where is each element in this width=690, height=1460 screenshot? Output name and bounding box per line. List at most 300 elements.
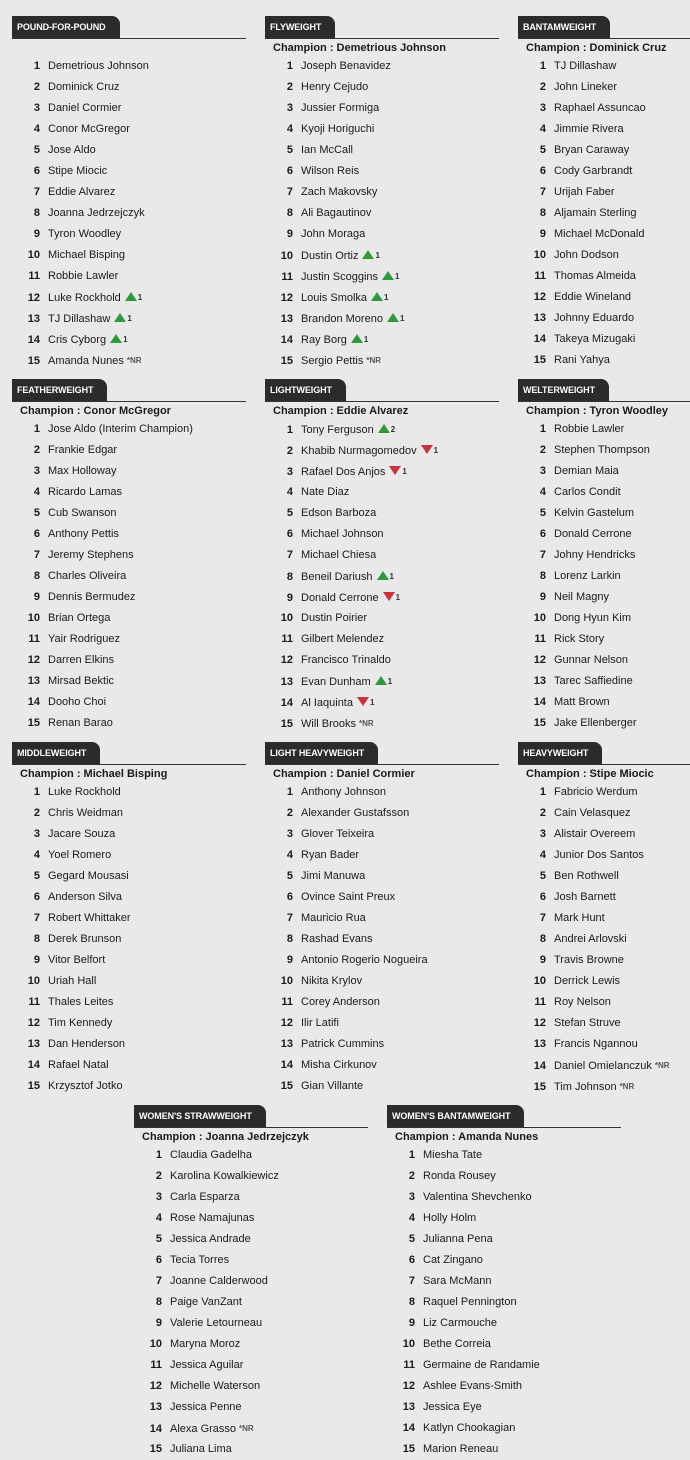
ranking-row[interactable] (518, 1055, 690, 1076)
fighter-name[interactable]: Neil Magny (554, 591, 610, 603)
fighter-name[interactable]: Gian Villante (301, 1080, 364, 1092)
fighter-name[interactable]: Jessica Eye (423, 1401, 482, 1413)
ranking-row[interactable] (265, 287, 499, 308)
ranking-row[interactable] (518, 713, 690, 734)
fighter-name[interactable]: Dan Henderson (48, 1038, 126, 1050)
fighter-name[interactable]: Evan Dunham (301, 676, 371, 688)
ranking-row[interactable] (12, 266, 246, 287)
fighter-name[interactable]: Joseph Benavidez (301, 60, 391, 72)
fighter-name[interactable]: Patrick Cummins (301, 1038, 385, 1050)
ranking-row[interactable] (12, 287, 246, 308)
ranking-row[interactable] (12, 908, 246, 929)
ranking-row[interactable] (518, 1034, 690, 1055)
ranking-row[interactable] (12, 350, 246, 371)
fighter-name[interactable]: Darren Elkins (48, 654, 115, 666)
fighter-name[interactable]: Robbie Lawler (48, 270, 119, 282)
ranking-row[interactable] (265, 119, 499, 140)
ranking-row[interactable] (265, 587, 499, 608)
fighter-name[interactable]: Rose Namajunas (170, 1212, 255, 1224)
fighter-name[interactable]: Michael McDonald (554, 228, 645, 240)
ranking-row[interactable] (387, 1250, 621, 1271)
fighter-name[interactable]: Stipe Miocic (48, 165, 108, 177)
ranking-row[interactable] (518, 824, 690, 845)
fighter-name[interactable]: Andrei Arlovski (554, 933, 627, 945)
fighter-name[interactable]: Cat Zingano (423, 1254, 483, 1266)
ranking-row[interactable] (387, 1313, 621, 1334)
ranking-row[interactable] (518, 503, 690, 524)
fighter-name[interactable]: Ray Borg (301, 334, 347, 346)
ranking-row[interactable] (12, 440, 246, 461)
ranking-row[interactable] (265, 56, 499, 77)
ranking-row[interactable] (518, 887, 690, 908)
ranking-row[interactable] (265, 971, 499, 992)
ranking-row[interactable] (12, 419, 246, 440)
fighter-name[interactable]: Max Holloway (48, 465, 117, 477)
ranking-row[interactable] (12, 77, 246, 98)
ranking-row[interactable] (265, 650, 499, 671)
ranking-row[interactable] (518, 782, 690, 803)
fighter-name[interactable]: Marion Reneau (423, 1443, 499, 1455)
fighter-name[interactable]: Ronda Rousey (423, 1170, 496, 1182)
fighter-name[interactable]: Jessica Aguilar (170, 1359, 244, 1371)
ranking-row[interactable] (518, 329, 690, 350)
fighter-name[interactable]: Krzysztof Jotko (48, 1080, 123, 1092)
ranking-row[interactable] (12, 245, 246, 266)
fighter-name[interactable]: Tony Ferguson (301, 424, 374, 436)
fighter-name[interactable]: Karolina Kowalkiewicz (170, 1170, 279, 1182)
ranking-row[interactable] (518, 161, 690, 182)
ranking-row[interactable] (518, 308, 690, 329)
fighter-name[interactable]: Cub Swanson (48, 507, 117, 519)
fighter-name[interactable]: Rashad Evans (301, 933, 373, 945)
fighter-name[interactable]: Eddie Wineland (554, 291, 632, 303)
ranking-row[interactable] (518, 461, 690, 482)
ranking-row[interactable] (518, 1013, 690, 1034)
ranking-row[interactable] (12, 629, 246, 650)
fighter-name[interactable]: Donald Cerrone (301, 592, 379, 604)
fighter-name[interactable]: Nate Diaz (301, 486, 350, 498)
ranking-row[interactable] (265, 461, 499, 482)
ranking-row[interactable] (134, 1376, 368, 1397)
fighter-name[interactable]: Alexander Gustafsson (301, 807, 410, 819)
fighter-name[interactable]: Conor McGregor (48, 123, 130, 135)
ranking-row[interactable] (12, 203, 246, 224)
ranking-row[interactable] (134, 1334, 368, 1355)
ranking-row[interactable] (265, 1055, 499, 1076)
ranking-row[interactable] (265, 992, 499, 1013)
ranking-row[interactable] (134, 1166, 368, 1187)
fighter-name[interactable]: Chris Weidman (48, 807, 123, 819)
ranking-row[interactable] (518, 650, 690, 671)
fighter-name[interactable]: Rafael Dos Anjos (301, 466, 386, 478)
fighter-name[interactable]: Gunnar Nelson (554, 654, 628, 666)
fighter-name[interactable]: Jimi Manuwa (301, 870, 366, 882)
ranking-row[interactable] (265, 803, 499, 824)
fighter-name[interactable]: Donald Cerrone (554, 528, 632, 540)
ranking-row[interactable] (12, 329, 246, 350)
ranking-row[interactable] (12, 887, 246, 908)
fighter-name[interactable]: Lorenz Larkin (554, 570, 621, 582)
ranking-row[interactable] (265, 224, 499, 245)
ranking-row[interactable] (265, 1013, 499, 1034)
ranking-row[interactable] (12, 524, 246, 545)
ranking-row[interactable] (134, 1292, 368, 1313)
fighter-name[interactable]: Germaine de Randamie (423, 1359, 540, 1371)
ranking-row[interactable] (12, 929, 246, 950)
ranking-row[interactable] (12, 161, 246, 182)
ranking-row[interactable] (518, 266, 690, 287)
ranking-row[interactable] (265, 524, 499, 545)
fighter-name[interactable]: Charles Oliveira (48, 570, 127, 582)
ranking-row[interactable] (387, 1355, 621, 1376)
fighter-name[interactable]: Kyoji Horiguchi (301, 123, 375, 135)
ranking-row[interactable] (387, 1166, 621, 1187)
fighter-name[interactable]: Gilbert Melendez (301, 633, 385, 645)
ranking-row[interactable] (265, 566, 499, 587)
division-tab[interactable]: BANTAMWEIGHT (518, 16, 610, 38)
ranking-row[interactable] (518, 545, 690, 566)
ranking-row[interactable] (518, 950, 690, 971)
fighter-name[interactable]: Jessica Andrade (170, 1233, 251, 1245)
fighter-name[interactable]: Ryan Bader (301, 849, 360, 861)
ranking-row[interactable] (387, 1145, 621, 1166)
ranking-row[interactable] (134, 1355, 368, 1376)
fighter-name[interactable]: John Dodson (554, 249, 619, 261)
fighter-name[interactable]: Will Brooks (301, 718, 357, 730)
fighter-name[interactable]: Alexa Grasso (170, 1423, 237, 1435)
fighter-name[interactable]: Thales Leites (48, 996, 114, 1008)
ranking-row[interactable] (265, 950, 499, 971)
fighter-name[interactable]: Raphael Assuncao (554, 102, 646, 114)
fighter-name[interactable]: Yoel Romero (48, 849, 112, 861)
fighter-name[interactable]: John Lineker (554, 81, 617, 93)
fighter-name[interactable]: Tarec Saffiedine (554, 675, 633, 687)
fighter-name[interactable]: Vitor Belfort (48, 954, 106, 966)
fighter-name[interactable]: Jose Aldo (48, 144, 96, 156)
fighter-name[interactable]: Michael Bisping (48, 249, 126, 261)
ranking-row[interactable] (518, 482, 690, 503)
fighter-name[interactable]: Michael Chiesa (301, 549, 377, 561)
fighter-name[interactable]: Gegard Mousasi (48, 870, 129, 882)
ranking-row[interactable] (518, 440, 690, 461)
ranking-row[interactable] (518, 866, 690, 887)
fighter-name[interactable]: Yair Rodriguez (48, 633, 120, 645)
ranking-row[interactable] (518, 566, 690, 587)
ranking-row[interactable] (12, 503, 246, 524)
fighter-name[interactable]: Jussier Formiga (301, 102, 380, 114)
fighter-name[interactable]: Ovince Saint Preux (301, 891, 396, 903)
ranking-row[interactable] (518, 203, 690, 224)
ranking-row[interactable] (12, 950, 246, 971)
fighter-name[interactable]: Francisco Trinaldo (301, 654, 391, 666)
ranking-row[interactable] (134, 1418, 368, 1439)
fighter-name[interactable]: Henry Cejudo (301, 81, 369, 93)
fighter-name[interactable]: Stefan Struve (554, 1017, 621, 1029)
ranking-row[interactable] (265, 329, 499, 350)
fighter-name[interactable]: Tim Kennedy (48, 1017, 113, 1029)
ranking-row[interactable] (387, 1334, 621, 1355)
fighter-name[interactable]: Takeya Mizugaki (554, 333, 636, 345)
ranking-row[interactable] (265, 608, 499, 629)
fighter-name[interactable]: Mauricio Rua (301, 912, 366, 924)
division-tab[interactable]: FEATHERWEIGHT (12, 379, 107, 401)
ranking-row[interactable] (134, 1439, 368, 1460)
fighter-name[interactable]: Luke Rockhold (48, 292, 121, 304)
ranking-row[interactable] (12, 119, 246, 140)
fighter-name[interactable]: Ian McCall (301, 144, 353, 156)
fighter-name[interactable]: Daniel Cormier (48, 102, 122, 114)
ranking-row[interactable] (518, 350, 690, 371)
fighter-name[interactable]: Alistair Overeem (554, 828, 636, 840)
ranking-row[interactable] (12, 803, 246, 824)
ranking-row[interactable] (134, 1250, 368, 1271)
ranking-row[interactable] (12, 140, 246, 161)
ranking-row[interactable] (518, 803, 690, 824)
fighter-name[interactable]: Anthony Johnson (301, 786, 387, 798)
fighter-name[interactable]: Raquel Pennington (423, 1296, 517, 1308)
fighter-name[interactable]: Dong Hyun Kim (554, 612, 632, 624)
fighter-name[interactable]: Zach Makovsky (301, 186, 378, 198)
fighter-name[interactable]: Travis Browne (554, 954, 624, 966)
division-tab[interactable]: WOMEN'S STRAWWEIGHT (134, 1105, 266, 1127)
fighter-name[interactable]: Mark Hunt (554, 912, 605, 924)
fighter-name[interactable]: Urijah Faber (554, 186, 615, 198)
fighter-name[interactable]: Bethe Correia (423, 1338, 491, 1350)
ranking-row[interactable] (518, 119, 690, 140)
fighter-name[interactable]: Stephen Thompson (554, 444, 650, 456)
fighter-name[interactable]: Kelvin Gastelum (554, 507, 635, 519)
fighter-name[interactable]: Ashlee Evans-Smith (423, 1380, 523, 1392)
fighter-name[interactable]: Edson Barboza (301, 507, 377, 519)
ranking-row[interactable] (518, 182, 690, 203)
fighter-name[interactable]: Dennis Bermudez (48, 591, 136, 603)
ranking-row[interactable] (387, 1439, 621, 1460)
ranking-row[interactable] (518, 98, 690, 119)
ranking-row[interactable] (265, 182, 499, 203)
fighter-name[interactable]: Anderson Silva (48, 891, 122, 903)
fighter-name[interactable]: Mirsad Bektic (48, 675, 115, 687)
fighter-name[interactable]: Carla Esparza (170, 1191, 240, 1203)
ranking-row[interactable] (134, 1229, 368, 1250)
fighter-name[interactable]: Francis Ngannou (554, 1038, 638, 1050)
fighter-name[interactable]: Joanna Jedrzejczyk (48, 207, 145, 219)
fighter-name[interactable]: Frankie Edgar (48, 444, 118, 456)
fighter-name[interactable]: Demian Maia (554, 465, 619, 477)
fighter-name[interactable]: Josh Barnett (554, 891, 616, 903)
fighter-name[interactable]: Brandon Moreno (301, 313, 383, 325)
fighter-name[interactable]: Al Iaquinta (301, 697, 353, 709)
ranking-row[interactable] (12, 482, 246, 503)
fighter-name[interactable]: Jake Ellenberger (554, 717, 637, 729)
fighter-name[interactable]: Demetrious Johnson (48, 60, 149, 72)
ranking-row[interactable] (265, 629, 499, 650)
fighter-name[interactable]: Uriah Hall (48, 975, 97, 987)
fighter-name[interactable]: Valerie Letourneau (170, 1317, 263, 1329)
ranking-row[interactable] (387, 1208, 621, 1229)
fighter-name[interactable]: Rani Yahya (554, 354, 610, 366)
ranking-row[interactable] (265, 140, 499, 161)
fighter-name[interactable]: Michelle Waterson (170, 1380, 261, 1392)
ranking-row[interactable] (134, 1145, 368, 1166)
fighter-name[interactable]: John Moraga (301, 228, 366, 240)
division-tab[interactable]: FLYWEIGHT (265, 16, 335, 38)
fighter-name[interactable]: Junior Dos Santos (554, 849, 644, 861)
ranking-row[interactable] (387, 1229, 621, 1250)
ranking-row[interactable] (134, 1208, 368, 1229)
fighter-name[interactable]: Maryna Moroz (170, 1338, 241, 1350)
fighter-name[interactable]: Amanda Nunes (48, 355, 124, 367)
fighter-name[interactable]: Paige VanZant (170, 1296, 242, 1308)
ranking-row[interactable] (12, 545, 246, 566)
fighter-name[interactable]: Nikita Krylov (301, 975, 363, 987)
fighter-name[interactable]: Antonio Rogerio Nogueira (301, 954, 428, 966)
ranking-row[interactable] (12, 308, 246, 329)
fighter-name[interactable]: Ali Bagautinov (301, 207, 372, 219)
ranking-row[interactable] (12, 461, 246, 482)
fighter-name[interactable]: Misha Cirkunov (301, 1059, 377, 1071)
ranking-row[interactable] (12, 971, 246, 992)
ranking-row[interactable] (12, 824, 246, 845)
fighter-name[interactable]: Eddie Alvarez (48, 186, 116, 198)
ranking-row[interactable] (265, 824, 499, 845)
fighter-name[interactable]: Brian Ortega (48, 612, 111, 624)
ranking-row[interactable] (518, 992, 690, 1013)
ranking-row[interactable] (518, 1076, 690, 1097)
fighter-name[interactable]: Glover Teixeira (301, 828, 375, 840)
ranking-row[interactable] (12, 1013, 246, 1034)
fighter-name[interactable]: Ricardo Lamas (48, 486, 122, 498)
fighter-name[interactable]: Tecia Torres (170, 1254, 230, 1266)
ranking-row[interactable] (12, 845, 246, 866)
ranking-row[interactable] (265, 440, 499, 461)
ranking-row[interactable] (265, 308, 499, 329)
ranking-row[interactable] (265, 161, 499, 182)
ranking-row[interactable] (12, 182, 246, 203)
fighter-name[interactable]: Jessica Penne (170, 1401, 242, 1413)
ranking-row[interactable] (265, 266, 499, 287)
ranking-row[interactable] (518, 419, 690, 440)
ranking-row[interactable] (387, 1292, 621, 1313)
fighter-name[interactable]: Tim Johnson (554, 1081, 617, 1093)
fighter-name[interactable]: Jeremy Stephens (48, 549, 134, 561)
ranking-row[interactable] (518, 524, 690, 545)
ranking-row[interactable] (265, 1034, 499, 1055)
fighter-name[interactable]: Dustin Ortiz (301, 250, 359, 262)
ranking-row[interactable] (518, 77, 690, 98)
ranking-row[interactable] (12, 692, 246, 713)
fighter-name[interactable]: Beneil Dariush (301, 571, 373, 583)
ranking-row[interactable] (265, 887, 499, 908)
fighter-name[interactable]: Carlos Condit (554, 486, 621, 498)
ranking-row[interactable] (265, 245, 499, 266)
fighter-name[interactable]: Cris Cyborg (48, 334, 107, 346)
fighter-name[interactable]: Anthony Pettis (48, 528, 119, 540)
ranking-row[interactable] (12, 866, 246, 887)
ranking-row[interactable] (12, 671, 246, 692)
fighter-name[interactable]: Justin Scoggins (301, 271, 379, 283)
fighter-name[interactable]: Bryan Caraway (554, 144, 630, 156)
fighter-name[interactable]: Jacare Souza (48, 828, 116, 840)
ranking-row[interactable] (265, 929, 499, 950)
ranking-row[interactable] (518, 287, 690, 308)
fighter-name[interactable]: Ilir Latifi (301, 1017, 339, 1029)
ranking-row[interactable] (518, 929, 690, 950)
fighter-name[interactable]: Tyron Woodley (48, 228, 122, 240)
ranking-row[interactable] (265, 482, 499, 503)
ranking-row[interactable] (134, 1271, 368, 1292)
fighter-name[interactable]: Sara McMann (423, 1275, 492, 1287)
fighter-name[interactable]: Derek Brunson (48, 933, 122, 945)
ranking-row[interactable] (518, 629, 690, 650)
ranking-row[interactable] (518, 245, 690, 266)
ranking-row[interactable] (12, 56, 246, 77)
fighter-name[interactable]: Dustin Poirier (301, 612, 368, 624)
fighter-name[interactable]: Daniel Omielanczuk (554, 1060, 652, 1072)
fighter-name[interactable]: Derrick Lewis (554, 975, 621, 987)
ranking-row[interactable] (518, 692, 690, 713)
ranking-row[interactable] (387, 1418, 621, 1439)
fighter-name[interactable]: Valentina Shevchenko (423, 1191, 532, 1203)
ranking-row[interactable] (265, 77, 499, 98)
ranking-row[interactable] (12, 650, 246, 671)
ranking-row[interactable] (12, 98, 246, 119)
fighter-name[interactable]: Liz Carmouche (423, 1317, 497, 1329)
ranking-row[interactable] (12, 608, 246, 629)
fighter-name[interactable]: Julianna Pena (423, 1233, 493, 1245)
ranking-row[interactable] (518, 224, 690, 245)
fighter-name[interactable]: Khabib Nurmagomedov (301, 445, 417, 457)
fighter-name[interactable]: Cody Garbrandt (554, 165, 633, 177)
ranking-row[interactable] (518, 971, 690, 992)
fighter-name[interactable]: Renan Barao (48, 717, 113, 729)
fighter-name[interactable]: TJ Dillashaw (48, 313, 111, 325)
ranking-row[interactable] (387, 1187, 621, 1208)
fighter-name[interactable]: Ben Rothwell (554, 870, 619, 882)
ranking-row[interactable] (134, 1187, 368, 1208)
ranking-row[interactable] (387, 1397, 621, 1418)
fighter-name[interactable]: Roy Nelson (554, 996, 611, 1008)
fighter-name[interactable]: Holly Holm (423, 1212, 477, 1224)
fighter-name[interactable]: Johny Hendricks (554, 549, 636, 561)
ranking-row[interactable] (387, 1271, 621, 1292)
division-tab[interactable]: HEAVYWEIGHT (518, 742, 602, 764)
ranking-row[interactable] (265, 692, 499, 713)
ranking-row[interactable] (265, 908, 499, 929)
fighter-name[interactable]: Katlyn Chookagian (423, 1422, 516, 1434)
ranking-row[interactable] (518, 56, 690, 77)
ranking-row[interactable] (518, 908, 690, 929)
division-tab[interactable]: MIDDLEWEIGHT (12, 742, 100, 764)
fighter-name[interactable]: Rick Story (554, 633, 605, 645)
ranking-row[interactable] (265, 845, 499, 866)
ranking-row[interactable] (265, 203, 499, 224)
fighter-name[interactable]: Robbie Lawler (554, 423, 625, 435)
ranking-row[interactable] (12, 1055, 246, 1076)
ranking-row[interactable] (12, 992, 246, 1013)
fighter-name[interactable]: Claudia Gadelha (170, 1149, 252, 1161)
ranking-row[interactable] (518, 608, 690, 629)
fighter-name[interactable]: TJ Dillashaw (554, 60, 617, 72)
ranking-row[interactable] (12, 587, 246, 608)
fighter-name[interactable]: Aljamain Sterling (554, 207, 637, 219)
division-tab[interactable]: POUND-FOR-POUND (12, 16, 120, 38)
ranking-row[interactable] (265, 545, 499, 566)
ranking-row[interactable] (12, 713, 246, 734)
fighter-name[interactable]: Rafael Natal (48, 1059, 109, 1071)
ranking-row[interactable] (518, 845, 690, 866)
fighter-name[interactable]: Joanne Calderwood (170, 1275, 268, 1287)
ranking-row[interactable] (265, 419, 499, 440)
